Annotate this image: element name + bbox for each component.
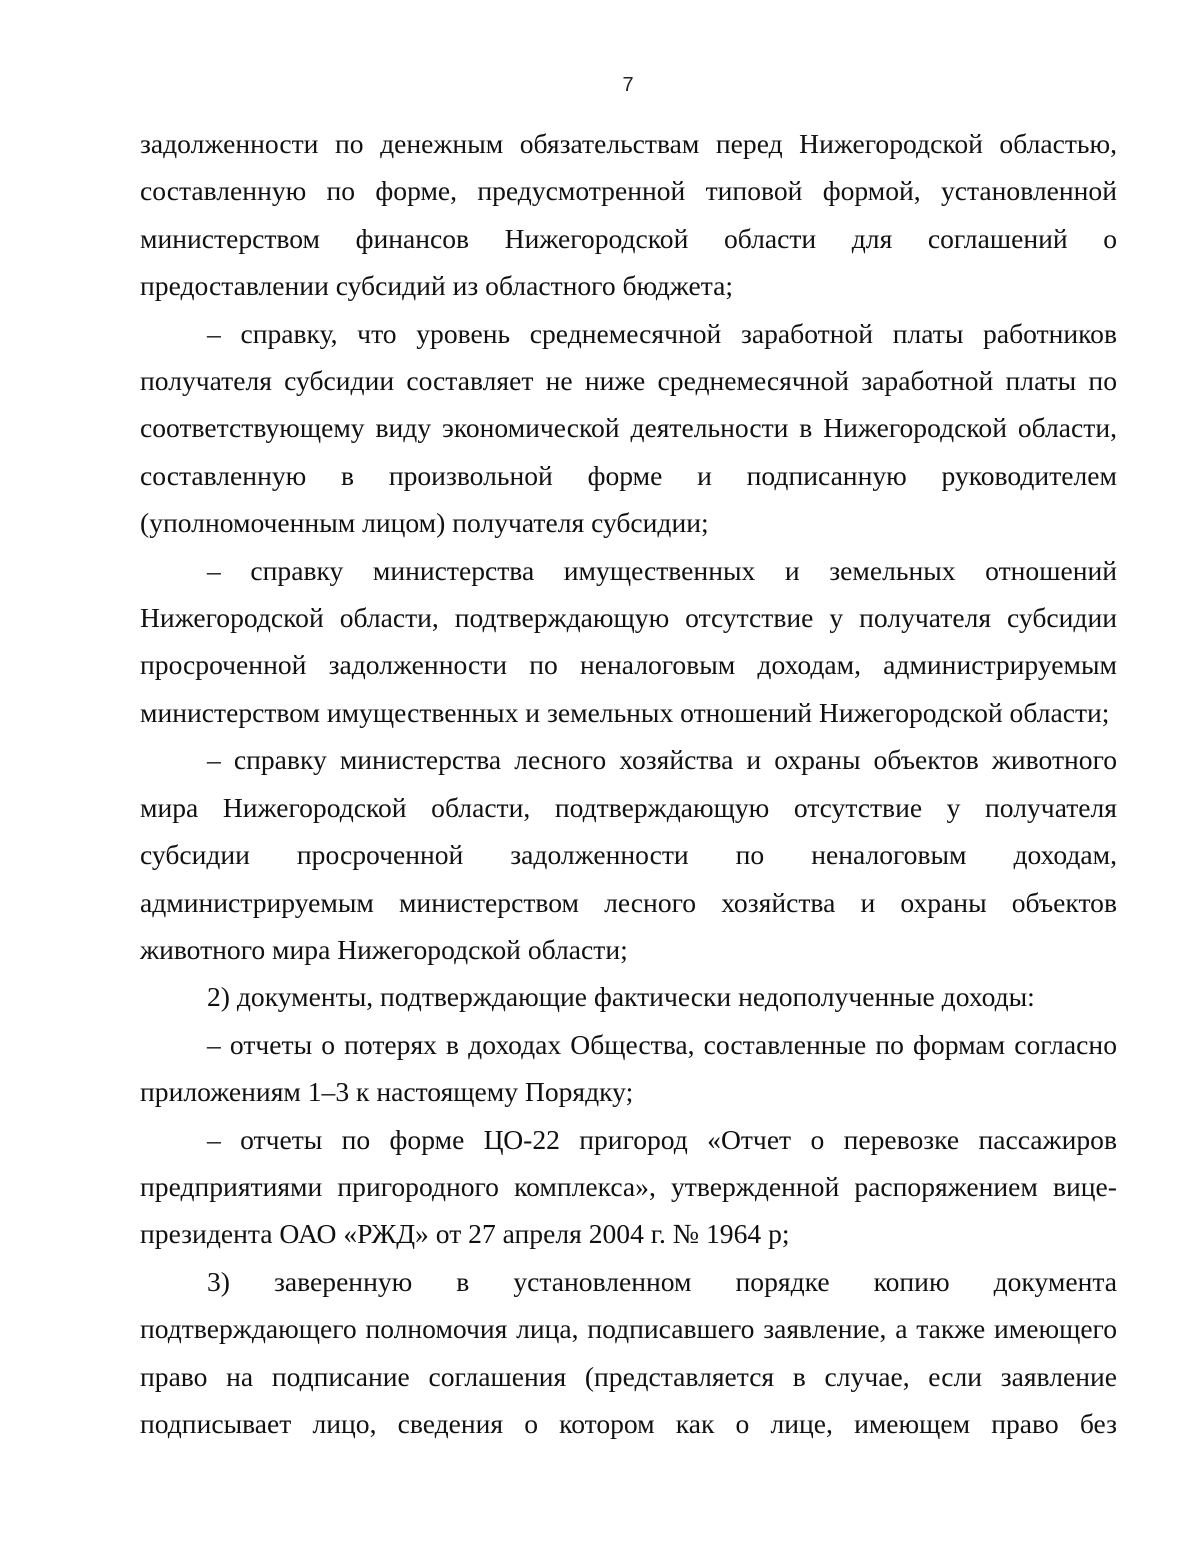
paragraph-item-3-authority-document: 3) заверенную в установленном порядке копию документа подтверждающего полномочия лица, подписавшего заявление, а также имеющего право на подписание соглашения (представляется в случае, если заявление подписывает лицо, сведения о котором как о лице, имеющем право без xyxy=(140,1265,1117,1439)
paragraph-property-ministry-certificate: – справку министерства имущественных и земельных отношений Нижегородской области, подтверждающую отсутствие у получателя субсидии просроченной задолженности по неналоговым доходам, администрируемым министерством имущественных и земельных отношений Нижегородской области; xyxy=(140,554,1117,728)
paragraph-item-2-heading: 2) документы, подтверждающие фактически недополученные доходы: xyxy=(207,981,1035,1013)
paragraph-salary-certificate: – справку, что уровень среднемесячной заработной платы работников получателя субсидии составляет не ниже среднемесячной заработной платы по соответствующему виду экономической деятельности в Нижегородской области, составленную в произвольной форме и подписанную руководителем (уполномоченным лицом) получателя субсидии; xyxy=(140,317,1117,539)
document-body xyxy=(140,120,1117,1447)
paragraph-co22-reports: – отчеты по форме ЦО-22 пригород «Отчет о перевозке пассажиров предприятиями пригородного комплекса», утвержденной распоряжением вице-президента ОАО «РЖД» от 27 апреля 2004 г. № 1964 р; xyxy=(140,1123,1117,1250)
paragraph-income-loss-reports: – отчеты о потерях в доходах Общества, составленные по формам согласно приложениям 1–3 к настоящему Порядку; xyxy=(140,1028,1117,1108)
paragraph-debt-certificate-continuation: задолженности по денежным обязательствам перед Нижегородской областью, составленную по форме, предусмотренной типовой формой, установленной министерством финансов Нижегородской области для соглашений о предоставлении субсидий из областного бюджета; xyxy=(140,128,1117,302)
paragraph-forestry-ministry-certificate: – справку министерства лесного хозяйства и охраны объектов животного мира Нижегородской области, подтверждающую отсутствие у получателя субсидии просроченной задолженности по неналоговым доходам, администрируемым министерством лесного хозяйства и охраны объектов животного мира Нижегородской области; xyxy=(140,744,1117,965)
page-number: 7 xyxy=(622,74,634,96)
